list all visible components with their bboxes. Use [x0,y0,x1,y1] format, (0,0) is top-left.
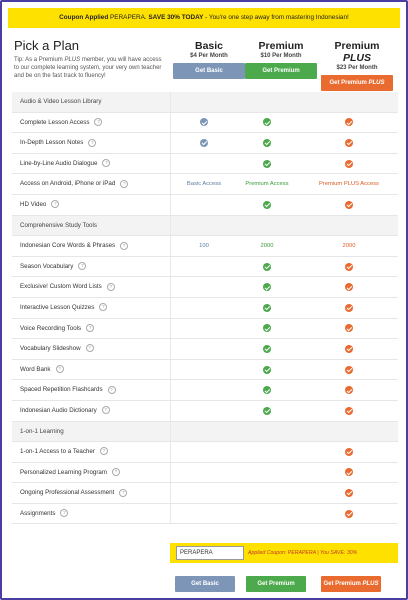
check-icon [263,345,271,353]
check-icon [263,386,271,394]
check-icon [263,160,271,168]
feature-label [20,257,86,277]
cell-premium [234,174,300,194]
feature-label [20,319,94,339]
cell-premium [234,504,300,524]
plus-btn-plus: PLUS [368,80,385,86]
check-icon [263,201,271,209]
check-icon [345,468,353,476]
cell-plus [300,442,398,462]
feature-label [20,277,115,297]
feature-row [12,483,398,504]
check-icon [263,118,271,126]
cell-value: 2000 [342,242,356,249]
cell-value: 100 [199,242,209,249]
feature-row [12,195,398,216]
cell-plus [300,483,398,503]
check-icon [345,345,353,353]
feature-label-text: Exclusive! Custom Word Lists [20,283,102,291]
check-icon [345,160,353,168]
check-icon [345,118,353,126]
section-header [12,422,398,443]
cell-basic [170,298,237,318]
coupon-banner: Coupon Applied PERAPERA. SAVE 30% TODAY - You're one step away from mastering Indonesian! [8,8,400,28]
feature-label [20,463,120,483]
cell-plus [300,339,398,359]
cell-premium [234,236,300,256]
feature-label-text: 1-on-1 Learning [20,427,64,435]
cell-basic [170,401,237,421]
get-premium-button[interactable]: Get Premium [245,63,317,79]
check-icon [263,283,271,291]
help-icon[interactable]: ? [60,509,68,517]
plan-premium-name: Premium [258,40,304,52]
feature-row [12,133,398,154]
feature-label [20,401,110,421]
cell-plus [300,504,398,524]
feature-row [12,380,398,401]
plan-premium-price: $10 Per Month [260,53,302,59]
plan-premium [244,40,318,79]
cell-basic [170,277,237,297]
check-icon [263,139,271,147]
cell-plus [300,463,398,483]
cell-premium [234,216,300,236]
feature-label [20,504,68,524]
cell-plus [300,154,398,174]
footer-plus-btn-plus: PLUS [362,581,379,587]
feature-label-text: Interactive Lesson Quizzes [20,303,95,311]
plan-basic-name: Basic [194,40,224,52]
feature-label-text: Line-by-Line Audio Dialogue [20,159,98,167]
cell-premium [234,195,300,215]
feature-label-text: Personalized Learning Program [20,468,108,476]
feature-label [20,339,94,359]
cell-basic [170,339,237,359]
cell-premium [234,401,300,421]
cell-basic [170,216,237,236]
help-icon[interactable]: ? [119,489,127,497]
feature-label-text: Season Vocabulary [20,262,74,270]
help-icon[interactable]: ? [99,303,107,311]
plus-btn-main: Get Premium [329,80,367,86]
cell-plus [300,380,398,400]
tip-plus: PLUS [64,57,81,63]
feature-label [20,195,59,215]
feature-label-text: Complete Lesson Access [20,118,90,126]
cell-value: Premium Access [245,181,289,188]
plan-plus-name-plus: PLUS [342,52,371,64]
cell-basic [170,360,237,380]
feature-label [20,380,116,400]
feature-label-text: Voice Recording Tools [20,324,82,332]
check-icon [345,263,353,271]
cell-basic [170,504,237,524]
page-title: Pick a Plan [14,38,80,53]
help-icon[interactable]: ? [51,200,59,208]
cell-premium [234,113,300,133]
feature-label-text: Audio & Video Lesson Library [20,98,102,105]
cell-premium [234,298,300,318]
help-icon[interactable]: ? [86,324,94,332]
cell-plus [300,257,398,277]
feature-label-text: Access on Android, iPhone or iPad [20,180,116,188]
check-icon [345,489,353,497]
check-icon [263,324,271,332]
feature-row [12,298,398,319]
section-header [12,216,398,237]
cell-premium [234,133,300,153]
check-icon [345,448,353,456]
cell-basic [170,92,237,112]
help-icon[interactable]: ? [88,139,96,147]
help-icon[interactable]: ? [86,344,94,352]
cell-plus [300,360,398,380]
check-icon [345,201,353,209]
cell-basic [170,319,237,339]
help-icon[interactable]: ? [78,262,86,270]
feature-label [20,174,128,194]
coupon-message: Applied Coupon: PERAPERA | You SAVE: 30% [248,550,358,556]
cell-premium [234,319,300,339]
tip-prefix: Tip: As a Premium [14,57,63,63]
cell-premium [234,257,300,277]
feature-label [20,483,127,503]
cell-basic [170,113,237,133]
footer-get-basic-button[interactable]: Get Basic [175,576,235,592]
feature-label-text: Indonesian Core Words & Phrases [20,242,116,250]
check-icon [345,304,353,312]
tip-suffix: member, you will have access to our complete learning system, your very own teacher and be on the fast track to fluency! [14,57,162,79]
cell-premium [234,277,300,297]
cell-basic [170,483,237,503]
plan-plus-name-main: Premium [334,40,380,52]
feature-label-text: Comprehensive Study Tools [20,221,97,229]
check-icon [200,139,208,147]
help-icon[interactable]: ? [107,283,115,291]
feature-label [20,236,128,256]
cell-plus [300,195,398,215]
cell-plus [300,113,398,133]
feature-label [20,360,64,380]
cell-value: Premium PLUS Access [319,181,379,188]
get-basic-button[interactable]: Get Basic [173,63,245,79]
cell-premium [234,483,300,503]
cell-plus [300,298,398,318]
help-icon[interactable]: ? [102,406,110,414]
feature-row [12,360,398,381]
cell-plus [300,133,398,153]
cell-premium [234,380,300,400]
cell-basic [170,442,237,462]
help-icon[interactable]: ? [108,386,116,394]
help-icon[interactable]: ? [94,118,102,126]
cell-basic [170,154,237,174]
feature-label-text: In-Depth Lesson Notes [20,139,84,147]
coupon-applied-label: Coupon Applied [59,14,109,21]
plan-plus-name [320,40,394,64]
feature-label-text: Indonesian Audio Dictionary [20,406,97,414]
feature-row [12,319,398,340]
feature-label-text: HD Video [20,200,47,208]
cell-plus [300,216,398,236]
help-icon[interactable]: ? [120,242,128,250]
section-label [20,216,97,236]
cell-plus [300,277,398,297]
feature-label [20,154,110,174]
help-icon[interactable]: ? [102,159,110,167]
cell-basic [170,422,237,442]
help-icon[interactable]: ? [120,180,128,188]
cell-value: 2000 [260,242,274,249]
cell-basic [170,133,237,153]
check-icon [345,139,353,147]
cell-plus [300,236,398,256]
feature-row [12,401,398,422]
help-icon[interactable]: ? [100,447,108,455]
check-icon [263,407,271,415]
get-premium-plus-button[interactable] [321,75,393,91]
feature-row [12,339,398,360]
check-icon [263,366,271,374]
plan-basic-price: $4 Per Month [190,53,228,59]
feature-table [12,92,398,524]
section-header [12,92,398,113]
check-icon [263,304,271,312]
check-icon [345,366,353,374]
cell-premium [234,92,300,112]
coupon-input[interactable] [176,546,244,560]
check-icon [200,118,208,126]
feature-label-text: 1-on-1 Access to a Teacher [20,448,95,456]
cell-plus [300,92,398,112]
cell-basic [170,174,237,194]
feature-label-text: Vocabulary Slideshow [20,345,81,353]
plan-tip [14,56,162,80]
cell-premium [234,422,300,442]
cell-basic [170,257,237,277]
cell-premium [234,339,300,359]
footer-plus-btn-main: Get Premium [323,581,361,587]
coupon-code: PERAPERA [110,14,145,21]
plan-premium-plus [320,40,394,91]
feature-label [20,113,102,133]
feature-row [12,277,398,298]
cell-premium [234,154,300,174]
feature-row [12,174,398,195]
feature-label-text: Word Bank [20,365,51,373]
plan-plus-price: $23 Per Month [336,65,378,71]
cell-plus [300,422,398,442]
feature-label [20,298,107,318]
section-label [20,92,101,112]
coupon-tagline: - You're one step away from mastering Indonesian! [205,14,349,21]
cell-plus [300,401,398,421]
footer-get-premium-button[interactable]: Get Premium [246,576,306,592]
cell-plus [300,319,398,339]
cell-value: Basic Access [186,181,222,188]
check-icon [345,324,353,332]
help-icon[interactable]: ? [112,468,120,476]
feature-row [12,463,398,484]
feature-label [20,133,96,153]
coupon-save-text: SAVE 30% TODAY [148,14,204,21]
plan-basic [172,40,246,79]
feature-label-text: Spaced Repetition Flashcards [20,386,103,394]
feature-row [12,257,398,278]
help-icon[interactable]: ? [56,365,64,373]
feature-row [12,113,398,134]
feature-row [12,236,398,257]
feature-label [20,442,108,462]
footer-get-premium-plus-button[interactable] [321,576,381,592]
cell-premium [234,442,300,462]
cell-premium [234,463,300,483]
cell-basic [170,195,237,215]
cell-basic [170,463,237,483]
check-icon [345,386,353,394]
cell-basic [170,236,237,256]
feature-row [12,442,398,463]
cell-premium [234,360,300,380]
check-icon [345,510,353,518]
feature-row [12,154,398,175]
section-label [20,422,64,442]
check-icon [345,407,353,415]
check-icon [345,283,353,291]
feature-row [12,504,398,525]
coupon-row [170,543,398,563]
feature-label-text: Assignments [20,509,56,517]
feature-label-text: Ongoing Professional Assessment [20,489,115,497]
cell-plus [300,174,398,194]
check-icon [263,263,271,271]
cell-basic [170,380,237,400]
